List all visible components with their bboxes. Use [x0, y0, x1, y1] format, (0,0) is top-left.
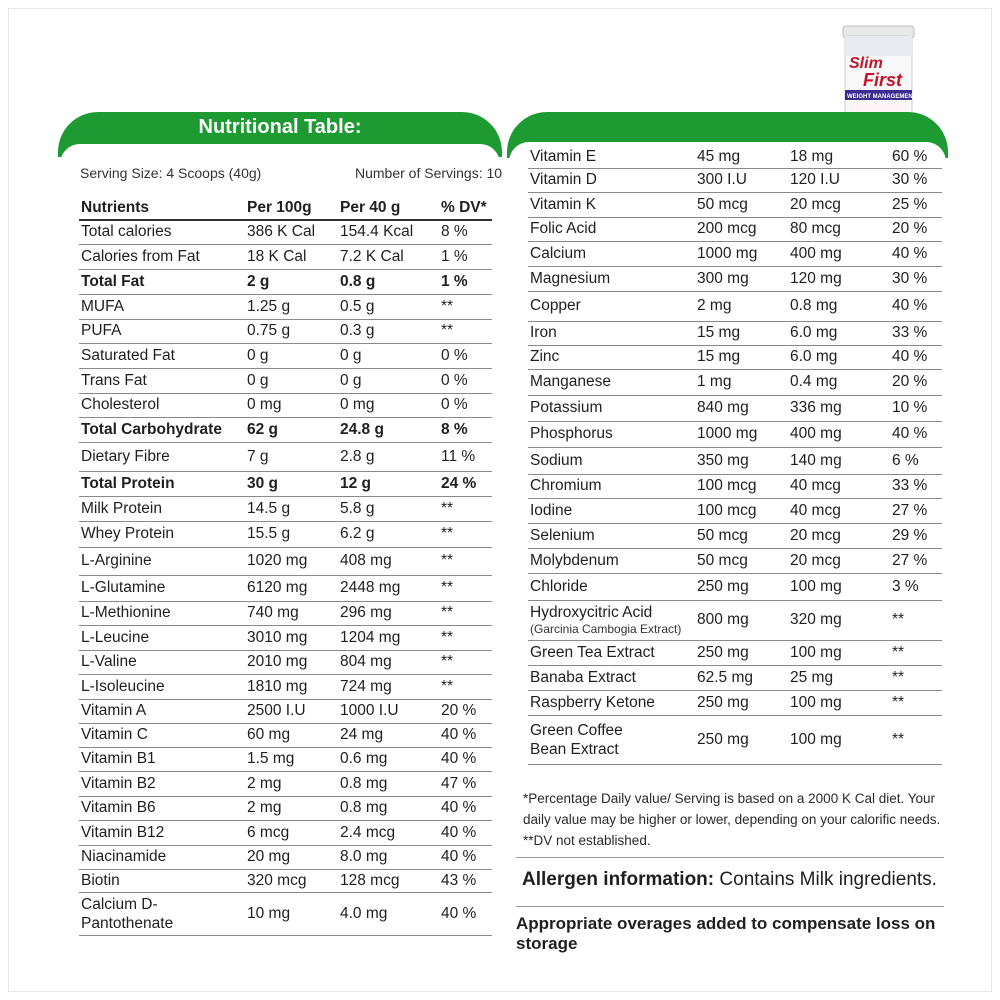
dv-value: **	[439, 575, 492, 601]
nutrient-name: Vitamin D	[528, 168, 695, 192]
divider	[516, 906, 944, 907]
dv-value: **	[890, 690, 942, 715]
per-100g-value: 840 mg	[695, 395, 788, 421]
dv-value: 43 %	[439, 869, 492, 892]
table-row	[79, 244, 492, 269]
dv-value: **	[439, 650, 492, 674]
nutrient-name: Trans Fat	[79, 368, 245, 393]
dv-value: 24 %	[439, 471, 492, 496]
per-100g-value: 62.5 mg	[695, 665, 788, 690]
dv-value: **	[439, 547, 492, 575]
nutrient-name-line1: Green Coffee	[530, 721, 623, 739]
header-dv: % DV*	[439, 196, 492, 220]
nutrient-name: Selenium	[528, 523, 695, 548]
per-40g-value: 18 mg	[788, 146, 890, 168]
dv-value: 1 %	[439, 269, 492, 294]
per-40g-value: 0.8 mg	[338, 796, 439, 820]
per-40g-value: 0.4 mg	[788, 369, 890, 395]
nutrient-name: Cholesterol	[79, 393, 245, 417]
nutrient-table-left	[79, 196, 492, 936]
allergen-info	[522, 869, 937, 891]
per-40g-value: 0 g	[338, 343, 439, 368]
nutrient-name: Milk Protein	[79, 496, 245, 521]
per-40g-value: 100 mg	[788, 573, 890, 600]
per-40g-value: 1000 I.U	[338, 699, 439, 723]
dv-value: **	[890, 640, 942, 665]
nutrient-name: Molybdenum	[528, 548, 695, 573]
header-per-40g: Per 40 g	[338, 196, 439, 220]
nutrient-name: Folic Acid	[528, 217, 695, 241]
nutrient-name: Saturated Fat	[79, 343, 245, 368]
table-row	[79, 269, 492, 294]
per-100g-value: 1000 mg	[695, 421, 788, 447]
per-40g-value: 0 g	[338, 368, 439, 393]
dv-value: 60 %	[890, 146, 942, 168]
nutrient-name: Vitamin K	[528, 192, 695, 217]
per-100g-value: 15 mg	[695, 345, 788, 369]
nutrient-name: Manganese	[528, 369, 695, 395]
dv-value: 0 %	[439, 343, 492, 368]
page-title: Nutritional Table:	[198, 116, 362, 138]
per-40g-value: 40 mcg	[788, 474, 890, 498]
dv-value: 20 %	[890, 369, 942, 395]
per-40g-value: 100 mg	[788, 715, 890, 764]
dv-value: 40 %	[890, 345, 942, 369]
per-40g-value: 12 g	[338, 471, 439, 496]
dv-value: 40 %	[439, 892, 492, 935]
nutrient-name: Banaba Extract	[528, 665, 695, 690]
dv-value: 30 %	[890, 168, 942, 192]
dv-value: 8 %	[439, 220, 492, 244]
per-40g-value: 400 mg	[788, 241, 890, 266]
per-40g-value: 6.0 mg	[788, 321, 890, 345]
per-100g-value: 2500 I.U	[245, 699, 338, 723]
per-40g-value: 724 mg	[338, 674, 439, 699]
per-100g-value: 1 mg	[695, 369, 788, 395]
dv-value: 40 %	[439, 796, 492, 820]
per-100g-value: 250 mg	[695, 715, 788, 764]
nutrient-name: Dietary Fibre	[79, 442, 245, 471]
nutrient-name: Phosphorus	[528, 421, 695, 447]
nutrient-name: Vitamin B6	[79, 796, 245, 820]
dv-value: 33 %	[890, 321, 942, 345]
overage-note: Appropriate overages added to compensate loss on storage	[516, 914, 936, 953]
nutrient-name	[528, 715, 695, 764]
table-row	[528, 715, 942, 764]
dv-value: **	[439, 319, 492, 343]
per-100g-value: 3010 mg	[245, 625, 338, 650]
per-40g-value: 140 mg	[788, 447, 890, 474]
per-100g-value: 350 mg	[695, 447, 788, 474]
per-100g-value: 50 mcg	[695, 548, 788, 573]
table-row	[528, 395, 942, 421]
per-40g-value: 40 mcg	[788, 498, 890, 523]
table-row	[528, 369, 942, 395]
per-40g-value: 2.8 g	[338, 442, 439, 471]
per-100g-value: 386 K Cal	[245, 220, 338, 244]
per-100g-value: 1810 mg	[245, 674, 338, 699]
nutrient-name: Potassium	[528, 395, 695, 421]
dv-value: 27 %	[890, 548, 942, 573]
nutrient-name: Vitamin C	[79, 723, 245, 747]
dv-value: **	[890, 665, 942, 690]
nutrient-name: Calcium	[528, 241, 695, 266]
nutrient-name: Vitamin B12	[79, 820, 245, 845]
per-40g-value: 154.4 Kcal	[338, 220, 439, 244]
dv-value: 20 %	[439, 699, 492, 723]
table-row	[79, 747, 492, 771]
per-100g-value: 14.5 g	[245, 496, 338, 521]
dv-value: **	[439, 601, 492, 625]
dv-value: 6 %	[890, 447, 942, 474]
table-row	[79, 892, 492, 935]
per-100g-value: 1.5 mg	[245, 747, 338, 771]
table-row	[528, 447, 942, 474]
per-40g-value: 320 mg	[788, 600, 890, 640]
table-row	[528, 548, 942, 573]
nutrient-name: Biotin	[79, 869, 245, 892]
nutrient-name: Vitamin B1	[79, 747, 245, 771]
dv-value: 40 %	[439, 845, 492, 869]
table-row	[528, 421, 942, 447]
nutrient-name: Chromium	[528, 474, 695, 498]
per-40g-value: 7.2 K Cal	[338, 244, 439, 269]
nutrient-name: Niacinamide	[79, 845, 245, 869]
nutrient-name: Magnesium	[528, 266, 695, 291]
per-100g-value: 250 mg	[695, 573, 788, 600]
per-100g-value: 50 mcg	[695, 192, 788, 217]
per-40g-value: 20 mcg	[788, 523, 890, 548]
table-row	[528, 600, 942, 640]
footnote-dv: *Percentage Daily value/ Serving is based on a 2000 K Cal diet. Your daily value may be higher or lower, depending on your calorific needs.	[523, 791, 941, 827]
per-40g-value: 2.4 mcg	[338, 820, 439, 845]
table-row	[79, 521, 492, 547]
table-row	[528, 640, 942, 665]
dv-value: 40 %	[890, 291, 942, 321]
table-row	[79, 319, 492, 343]
dv-value: 3 %	[890, 573, 942, 600]
nutrient-name: PUFA	[79, 319, 245, 343]
footnote	[523, 788, 953, 851]
table-row	[79, 368, 492, 393]
per-100g-value: 1020 mg	[245, 547, 338, 575]
nutrient-name-line1: Calcium D-	[81, 895, 158, 913]
per-100g-value: 1000 mg	[695, 241, 788, 266]
dv-value: 30 %	[890, 266, 942, 291]
per-40g-value: 20 mcg	[788, 192, 890, 217]
dv-value: 20 %	[890, 217, 942, 241]
nutrient-name-main: Hydroxycitric Acid	[530, 604, 653, 621]
nutrient-name: L-Isoleucine	[79, 674, 245, 699]
per-40g-value: 100 mg	[788, 640, 890, 665]
per-100g-value: 2 g	[245, 269, 338, 294]
dv-value: 33 %	[890, 474, 942, 498]
nutrient-name-sub: (Garcinia Cambogia Extract)	[530, 622, 682, 636]
dv-value: **	[890, 715, 942, 764]
per-100g-value: 50 mcg	[695, 523, 788, 548]
per-40g-value: 804 mg	[338, 650, 439, 674]
table-row	[79, 442, 492, 471]
per-100g-value: 30 g	[245, 471, 338, 496]
per-100g-value: 0.75 g	[245, 319, 338, 343]
table-row	[528, 192, 942, 217]
nutrient-name: Vitamin A	[79, 699, 245, 723]
nutrient-name: Zinc	[528, 345, 695, 369]
table-row	[528, 523, 942, 548]
dv-value: 47 %	[439, 771, 492, 796]
per-100g-value: 62 g	[245, 417, 338, 442]
nutrient-name: Calories from Fat	[79, 244, 245, 269]
header-nutrients: Nutrients	[79, 196, 245, 220]
per-40g-value: 5.8 g	[338, 496, 439, 521]
per-40g-value: 8.0 mg	[338, 845, 439, 869]
nutrient-name: Total calories	[79, 220, 245, 244]
table-row	[528, 474, 942, 498]
dv-value: 11 %	[439, 442, 492, 471]
table-row	[79, 294, 492, 319]
nutrient-name: MUFA	[79, 294, 245, 319]
nutrient-name: Chloride	[528, 573, 695, 600]
dv-value: 0 %	[439, 368, 492, 393]
per-40g-value: 128 mcg	[338, 869, 439, 892]
dv-value: **	[439, 496, 492, 521]
nutritional-table-header	[58, 112, 502, 157]
table-row	[79, 796, 492, 820]
per-40g-value: 336 mg	[788, 395, 890, 421]
nutrient-name	[528, 600, 695, 640]
per-100g-value: 250 mg	[695, 640, 788, 665]
nutrient-name: L-Valine	[79, 650, 245, 674]
per-40g-value: 400 mg	[788, 421, 890, 447]
per-40g-value: 0.8 mg	[788, 291, 890, 321]
table-row	[79, 471, 492, 496]
per-100g-value: 2 mg	[695, 291, 788, 321]
table-row	[79, 417, 492, 442]
table-row	[79, 820, 492, 845]
per-40g-value: 24 mg	[338, 723, 439, 747]
nutrient-name: L-Glutamine	[79, 575, 245, 601]
dv-value: **	[439, 294, 492, 319]
dv-value: 40 %	[890, 241, 942, 266]
table-row	[79, 699, 492, 723]
per-100g-value: 800 mg	[695, 600, 788, 640]
nutrient-name: Whey Protein	[79, 521, 245, 547]
per-40g-value: 25 mg	[788, 665, 890, 690]
per-40g-value: 24.8 g	[338, 417, 439, 442]
per-100g-value: 7 g	[245, 442, 338, 471]
dv-value: 25 %	[890, 192, 942, 217]
svg-text:WEIGHT MANAGEMENT: WEIGHT MANAGEMENT	[847, 94, 916, 100]
dv-value: **	[890, 600, 942, 640]
nutrient-name: Green Tea Extract	[528, 640, 695, 665]
table-row	[79, 845, 492, 869]
nutrient-name: Total Carbohydrate	[79, 417, 245, 442]
nutrient-name: Total Fat	[79, 269, 245, 294]
table-row	[528, 168, 942, 192]
per-100g-value: 15.5 g	[245, 521, 338, 547]
serving-size: Serving Size: 4 Scoops (40g)	[80, 165, 262, 181]
dv-value: 29 %	[890, 523, 942, 548]
table-row	[528, 665, 942, 690]
nutrient-name: L-Methionine	[79, 601, 245, 625]
per-100g-value: 45 mg	[695, 146, 788, 168]
divider	[516, 857, 944, 858]
per-100g-value: 2010 mg	[245, 650, 338, 674]
table-row	[528, 291, 942, 321]
table-row	[79, 547, 492, 575]
table-row	[528, 146, 942, 168]
per-40g-value: 408 mg	[338, 547, 439, 575]
allergen-text: Contains Milk ingredients.	[714, 869, 937, 890]
per-100g-value: 740 mg	[245, 601, 338, 625]
dv-value: 1 %	[439, 244, 492, 269]
dv-value: 10 %	[890, 395, 942, 421]
table-row	[79, 674, 492, 699]
per-100g-value: 6 mcg	[245, 820, 338, 845]
table-row	[528, 690, 942, 715]
footnote-not-established: **DV not established.	[523, 833, 651, 848]
table-row	[528, 266, 942, 291]
dv-value: **	[439, 521, 492, 547]
per-40g-value: 120 I.U	[788, 168, 890, 192]
svg-text:First: First	[863, 70, 903, 90]
per-100g-value: 320 mcg	[245, 869, 338, 892]
table-row	[528, 573, 942, 600]
header-per-100g: Per 100g	[245, 196, 338, 220]
per-40g-value: 1204 mg	[338, 625, 439, 650]
nutrient-name: Vitamin B2	[79, 771, 245, 796]
per-100g-value: 100 mcg	[695, 474, 788, 498]
per-40g-value: 0.8 g	[338, 269, 439, 294]
dv-value: 27 %	[890, 498, 942, 523]
table-row	[528, 345, 942, 369]
dv-value: 40 %	[890, 421, 942, 447]
table-row	[79, 393, 492, 417]
table-row	[528, 241, 942, 266]
table-row	[79, 575, 492, 601]
nutrient-name: Total Protein	[79, 471, 245, 496]
table-header-row	[79, 196, 492, 220]
per-40g-value: 4.0 mg	[338, 892, 439, 935]
per-40g-value: 100 mg	[788, 690, 890, 715]
dv-value: **	[439, 674, 492, 699]
table-row	[528, 217, 942, 241]
table-row	[528, 321, 942, 345]
table-row	[79, 723, 492, 747]
servings-count: Number of Servings: 10	[355, 165, 503, 181]
per-100g-value: 60 mg	[245, 723, 338, 747]
per-40g-value: 80 mcg	[788, 217, 890, 241]
svg-text:Slim: Slim	[849, 55, 883, 72]
per-40g-value: 0.5 g	[338, 294, 439, 319]
nutrient-name: Vitamin E	[528, 146, 695, 168]
per-40g-value: 0.6 mg	[338, 747, 439, 771]
per-100g-value: 10 mg	[245, 892, 338, 935]
table-row	[79, 343, 492, 368]
allergen-label: Allergen information:	[522, 869, 715, 890]
per-100g-value: 0 mg	[245, 393, 338, 417]
per-100g-value: 6120 mg	[245, 575, 338, 601]
table-row	[79, 650, 492, 674]
per-100g-value: 100 mcg	[695, 498, 788, 523]
per-40g-value: 6.2 g	[338, 521, 439, 547]
nutrient-table-right	[528, 146, 942, 765]
per-40g-value: 20 mcg	[788, 548, 890, 573]
per-40g-value: 0.3 g	[338, 319, 439, 343]
nutrient-name	[79, 892, 245, 935]
nutrient-name: Sodium	[528, 447, 695, 474]
per-40g-value: 0 mg	[338, 393, 439, 417]
table-row	[79, 869, 492, 892]
nutrient-name: Iron	[528, 321, 695, 345]
per-100g-value: 300 mg	[695, 266, 788, 291]
dv-value: 40 %	[439, 747, 492, 771]
per-100g-value: 18 K Cal	[245, 244, 338, 269]
per-100g-value: 2 mg	[245, 796, 338, 820]
table-row	[528, 498, 942, 523]
per-40g-value: 6.0 mg	[788, 345, 890, 369]
dv-value: 40 %	[439, 820, 492, 845]
per-100g-value: 250 mg	[695, 690, 788, 715]
table-row	[79, 771, 492, 796]
per-40g-value: 120 mg	[788, 266, 890, 291]
per-100g-value: 2 mg	[245, 771, 338, 796]
nutrient-name: Raspberry Ketone	[528, 690, 695, 715]
per-100g-value: 20 mg	[245, 845, 338, 869]
per-40g-value: 2448 mg	[338, 575, 439, 601]
nutrient-name: Copper	[528, 291, 695, 321]
table-row	[79, 625, 492, 650]
per-100g-value: 300 I.U	[695, 168, 788, 192]
per-100g-value: 0 g	[245, 343, 338, 368]
nutrient-name: Iodine	[528, 498, 695, 523]
table-row	[79, 601, 492, 625]
per-40g-value: 296 mg	[338, 601, 439, 625]
per-100g-value: 200 mcg	[695, 217, 788, 241]
dv-value: 8 %	[439, 417, 492, 442]
dv-value: 0 %	[439, 393, 492, 417]
per-100g-value: 1.25 g	[245, 294, 338, 319]
per-100g-value: 0 g	[245, 368, 338, 393]
nutrient-name: L-Arginine	[79, 547, 245, 575]
dv-value: 40 %	[439, 723, 492, 747]
table-row	[79, 220, 492, 244]
per-40g-value: 0.8 mg	[338, 771, 439, 796]
dv-value: **	[439, 625, 492, 650]
nutrient-name-line2: Bean Extract	[530, 740, 619, 758]
table-row	[79, 496, 492, 521]
nutrient-name-line2: Pantothenate	[81, 914, 174, 932]
per-100g-value: 15 mg	[695, 321, 788, 345]
nutrient-name: L-Leucine	[79, 625, 245, 650]
